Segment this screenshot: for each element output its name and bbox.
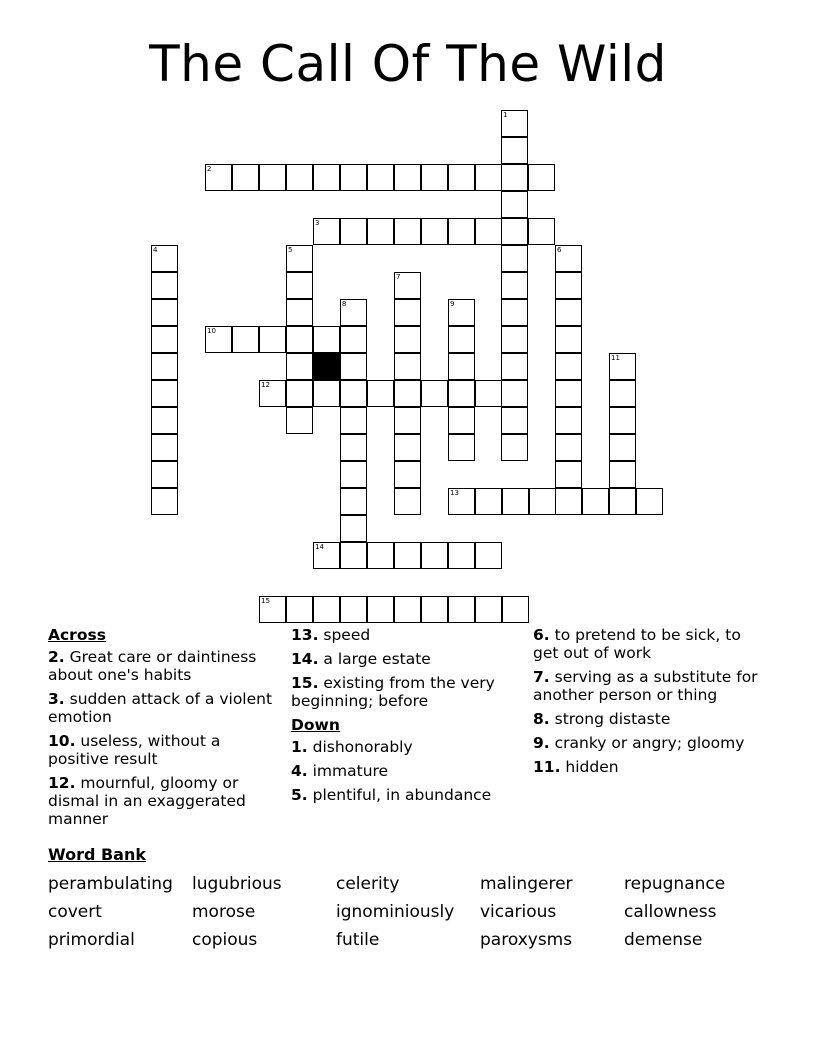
down-clue bbox=[533, 668, 765, 704]
clue-number: 13. bbox=[291, 626, 319, 644]
clue-number: 6 bbox=[557, 246, 562, 254]
clue-text: strong distaste bbox=[549, 710, 671, 728]
grid-cell-shaded bbox=[313, 353, 340, 380]
grid-cell bbox=[394, 218, 421, 245]
grid-cell bbox=[448, 353, 475, 380]
grid-cell bbox=[475, 542, 502, 569]
grid-cell bbox=[340, 218, 367, 245]
clue-text: hidden bbox=[560, 758, 619, 776]
grid-cell bbox=[259, 326, 286, 353]
grid-cell bbox=[286, 299, 313, 326]
grid-cell bbox=[475, 164, 502, 191]
down-clue bbox=[533, 758, 765, 776]
grid-cell bbox=[151, 380, 178, 407]
grid-cell-3 bbox=[313, 218, 340, 245]
grid-cell bbox=[501, 353, 528, 380]
grid-cell bbox=[448, 596, 475, 623]
grid-cell bbox=[528, 164, 555, 191]
grid-cell bbox=[609, 380, 636, 407]
clue-text: mournful, gloomy or dismal in an exaggerated manner bbox=[48, 774, 246, 828]
grid-cell-10 bbox=[205, 326, 232, 353]
clue-number: 5 bbox=[288, 246, 293, 254]
down-clue bbox=[291, 738, 517, 756]
clue-number: 11. bbox=[533, 758, 561, 776]
grid-cell bbox=[502, 488, 529, 515]
word-bank-word: paroxysms bbox=[480, 930, 573, 950]
grid-cell bbox=[609, 461, 636, 488]
grid-cell-15 bbox=[259, 596, 286, 623]
clue-number: 1 bbox=[503, 111, 508, 119]
clue-number: 5. bbox=[291, 786, 308, 804]
grid-cell bbox=[502, 596, 529, 623]
grid-cell bbox=[151, 272, 178, 299]
clue-text: Great care or daintiness about one's habits bbox=[48, 648, 257, 684]
grid-cell bbox=[340, 596, 367, 623]
clue-number: 14. bbox=[291, 650, 319, 668]
grid-cell bbox=[448, 434, 475, 461]
grid-cell bbox=[421, 164, 448, 191]
grid-cell bbox=[501, 164, 528, 191]
grid-cell bbox=[501, 299, 528, 326]
grid-cell bbox=[313, 326, 340, 353]
clue-number: 2 bbox=[207, 165, 212, 173]
across-header: Across bbox=[48, 626, 106, 644]
grid-cell bbox=[448, 218, 475, 245]
word-bank-word: primordial bbox=[48, 930, 135, 950]
down-clue bbox=[291, 786, 517, 804]
grid-cell bbox=[151, 299, 178, 326]
grid-cell bbox=[421, 542, 448, 569]
grid-cell bbox=[151, 434, 178, 461]
grid-cell bbox=[259, 164, 286, 191]
clue-number: 14 bbox=[315, 543, 324, 551]
grid-cell bbox=[394, 488, 421, 515]
grid-cell bbox=[340, 434, 367, 461]
grid-cell bbox=[313, 596, 340, 623]
clue-number: 3. bbox=[48, 690, 65, 708]
word-bank-word: morose bbox=[192, 902, 256, 922]
grid-cell bbox=[636, 488, 663, 515]
grid-cell bbox=[367, 164, 394, 191]
grid-cell bbox=[555, 326, 582, 353]
grid-cell bbox=[340, 164, 367, 191]
across-clue bbox=[291, 674, 517, 710]
grid-cell bbox=[501, 191, 528, 218]
grid-cell-13 bbox=[448, 488, 475, 515]
clue-text: cranky or angry; gloomy bbox=[549, 734, 745, 752]
clue-number: 12 bbox=[261, 381, 270, 389]
across-clue bbox=[48, 774, 276, 828]
grid-cell bbox=[448, 542, 475, 569]
grid-cell bbox=[448, 380, 475, 407]
grid-cell bbox=[501, 137, 528, 164]
word-bank-title: Word Bank bbox=[48, 845, 147, 864]
grid-cell bbox=[448, 407, 475, 434]
grid-cell bbox=[340, 461, 367, 488]
grid-cell bbox=[151, 407, 178, 434]
clue-text: dishonorably bbox=[307, 738, 413, 756]
down-clue bbox=[533, 734, 765, 752]
grid-cell bbox=[421, 380, 448, 407]
grid-cell bbox=[394, 299, 421, 326]
across-clue bbox=[291, 626, 517, 644]
grid-cell-6 bbox=[555, 245, 582, 272]
grid-cell bbox=[394, 461, 421, 488]
grid-cell bbox=[528, 218, 555, 245]
grid-cell bbox=[340, 515, 367, 542]
grid-cell bbox=[555, 407, 582, 434]
clue-number: 8 bbox=[342, 300, 347, 308]
clues-column-3 bbox=[533, 626, 765, 782]
word-bank-word: repugnance bbox=[624, 874, 726, 894]
word-bank-word: demense bbox=[624, 930, 703, 950]
down-clue bbox=[533, 626, 765, 662]
clue-text: sudden attack of a violent emotion bbox=[48, 690, 273, 726]
grid-cell bbox=[475, 596, 502, 623]
grid-cell bbox=[475, 218, 502, 245]
grid-cell bbox=[501, 272, 528, 299]
grid-cell bbox=[232, 164, 259, 191]
grid-cell bbox=[394, 380, 421, 407]
grid-cell bbox=[394, 326, 421, 353]
across-clue bbox=[48, 648, 276, 684]
grid-cell bbox=[340, 542, 367, 569]
grid-cell bbox=[555, 272, 582, 299]
word-bank-word: callowness bbox=[624, 902, 717, 922]
clue-text: plentiful, in abundance bbox=[307, 786, 492, 804]
grid-cell bbox=[475, 488, 502, 515]
clue-number: 2. bbox=[48, 648, 65, 666]
grid-cell bbox=[501, 434, 528, 461]
word-bank-word: perambulating bbox=[48, 874, 173, 894]
clue-number: 4. bbox=[291, 762, 308, 780]
grid-cell bbox=[286, 353, 313, 380]
clue-text: to pretend to be sick, to get out of work bbox=[533, 626, 741, 662]
clue-number: 6. bbox=[533, 626, 550, 644]
grid-cell bbox=[501, 407, 528, 434]
grid-cell bbox=[340, 380, 367, 407]
grid-cell bbox=[151, 488, 178, 515]
grid-cell bbox=[582, 488, 609, 515]
clue-text: existing from the very beginning; before bbox=[291, 674, 495, 710]
down-clue bbox=[533, 710, 765, 728]
grid-cell-11 bbox=[609, 353, 636, 380]
grid-cell bbox=[286, 326, 313, 353]
grid-cell bbox=[367, 380, 394, 407]
grid-cell bbox=[394, 596, 421, 623]
grid-cell bbox=[501, 245, 528, 272]
clue-number: 4 bbox=[153, 246, 158, 254]
grid-cell-1 bbox=[501, 110, 528, 137]
clue-number: 3 bbox=[315, 219, 320, 227]
grid-cell bbox=[286, 407, 313, 434]
clue-number: 9. bbox=[533, 734, 550, 752]
grid-cell bbox=[286, 272, 313, 299]
grid-cell-2 bbox=[205, 164, 232, 191]
grid-cell bbox=[151, 353, 178, 380]
clue-number: 13 bbox=[450, 489, 459, 497]
clue-text: useless, without a positive result bbox=[48, 732, 221, 768]
grid-cell-7 bbox=[394, 272, 421, 299]
grid-cell bbox=[555, 353, 582, 380]
clue-number: 15 bbox=[261, 597, 270, 605]
grid-cell bbox=[421, 218, 448, 245]
grid-cell bbox=[367, 596, 394, 623]
word-bank-word: ignominiously bbox=[336, 902, 455, 922]
grid-cell-14 bbox=[313, 542, 340, 569]
grid-cell bbox=[286, 164, 313, 191]
across-clue bbox=[48, 690, 276, 726]
puzzle-title: The Call Of The Wild bbox=[149, 35, 667, 93]
across-clue bbox=[48, 732, 276, 768]
grid-cell-4 bbox=[151, 245, 178, 272]
grid-cell bbox=[232, 326, 259, 353]
clue-text: speed bbox=[318, 626, 371, 644]
clue-number: 10. bbox=[48, 732, 76, 750]
grid-cell bbox=[475, 380, 502, 407]
clue-text: immature bbox=[307, 762, 389, 780]
grid-cell bbox=[529, 488, 556, 515]
grid-cell bbox=[555, 488, 582, 515]
clue-number: 1. bbox=[291, 738, 308, 756]
grid-cell bbox=[609, 407, 636, 434]
grid-cell bbox=[394, 353, 421, 380]
clue-number: 9 bbox=[450, 300, 455, 308]
grid-cell bbox=[394, 164, 421, 191]
clue-number: 10 bbox=[207, 327, 216, 335]
grid-cell bbox=[421, 596, 448, 623]
grid-cell bbox=[609, 488, 636, 515]
word-bank-word: malingerer bbox=[480, 874, 573, 894]
grid-cell bbox=[555, 299, 582, 326]
down-header: Down bbox=[291, 716, 340, 734]
clue-number: 8. bbox=[533, 710, 550, 728]
clues-column-1 bbox=[48, 626, 276, 834]
grid-cell-5 bbox=[286, 245, 313, 272]
grid-cell bbox=[448, 164, 475, 191]
grid-cell bbox=[151, 326, 178, 353]
word-bank-word: copious bbox=[192, 930, 258, 950]
grid-cell bbox=[555, 461, 582, 488]
grid-cell bbox=[151, 461, 178, 488]
clue-number: 12. bbox=[48, 774, 76, 792]
word-bank-word: futile bbox=[336, 930, 380, 950]
clue-number: 7. bbox=[533, 668, 550, 686]
grid-cell-12 bbox=[259, 380, 286, 407]
grid-cell bbox=[501, 326, 528, 353]
grid-cell bbox=[340, 353, 367, 380]
grid-cell bbox=[313, 380, 340, 407]
word-bank-word: covert bbox=[48, 902, 102, 922]
grid-cell bbox=[609, 434, 636, 461]
clue-text: serving as a substitute for another person or thing bbox=[533, 668, 758, 704]
grid-cell bbox=[448, 326, 475, 353]
clues-column-2 bbox=[291, 626, 517, 810]
grid-cell bbox=[340, 407, 367, 434]
grid-cell bbox=[394, 542, 421, 569]
clue-number: 11 bbox=[611, 354, 620, 362]
word-bank-word: vicarious bbox=[480, 902, 557, 922]
grid-cell bbox=[340, 488, 367, 515]
word-bank-word: celerity bbox=[336, 874, 400, 894]
across-clue bbox=[291, 650, 517, 668]
grid-cell bbox=[501, 218, 528, 245]
grid-cell bbox=[367, 218, 394, 245]
grid-cell bbox=[367, 542, 394, 569]
word-bank-word: lugubrious bbox=[192, 874, 282, 894]
grid-cell-8 bbox=[340, 299, 367, 326]
grid-cell bbox=[286, 380, 313, 407]
grid-cell bbox=[394, 434, 421, 461]
clue-text: a large estate bbox=[318, 650, 431, 668]
down-clue bbox=[291, 762, 517, 780]
clue-number: 15. bbox=[291, 674, 319, 692]
grid-cell-9 bbox=[448, 299, 475, 326]
grid-cell bbox=[286, 596, 313, 623]
clue-number: 7 bbox=[396, 273, 401, 281]
grid-cell bbox=[340, 326, 367, 353]
grid-cell bbox=[313, 164, 340, 191]
grid-cell bbox=[394, 407, 421, 434]
grid-cell bbox=[555, 380, 582, 407]
grid-cell bbox=[555, 434, 582, 461]
grid-cell bbox=[501, 380, 528, 407]
